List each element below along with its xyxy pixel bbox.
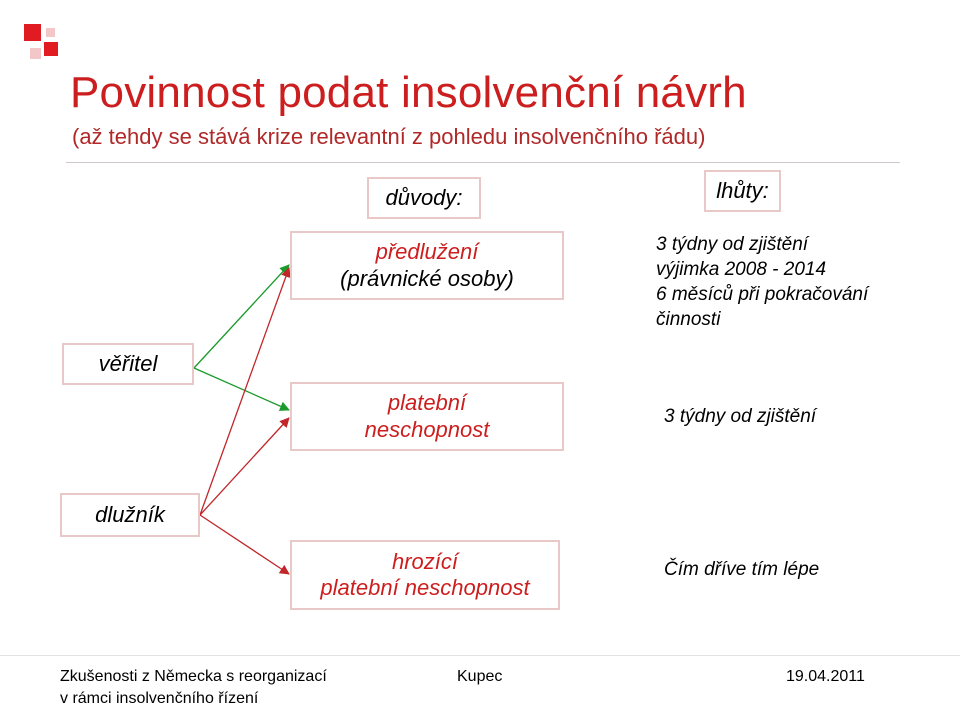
footer-center: Kupec (457, 668, 503, 685)
reasons-header-label: důvody: (385, 184, 463, 210)
footer-divider (0, 655, 960, 656)
overindebtedness-deadline (656, 232, 868, 332)
page-title: Povinnost podat insolvenční návrh (70, 68, 747, 117)
footer-left-line1: Zkušenosti z Německa s reorganizací (60, 668, 327, 685)
threatening-line1: hrozící (391, 548, 459, 574)
creditor-box (62, 343, 194, 385)
arrow-debtor-to-threatening (200, 515, 289, 574)
deadlines-header-label: lhůty: (716, 177, 769, 203)
overindebtedness-note: (právnické osoby) (340, 265, 514, 291)
arrow-debtor-to-overindebtedness (200, 268, 289, 515)
insolvency-deadline: 3 týdny od zjištění (664, 406, 817, 427)
deadline-line: výjimka 2008 - 2014 (656, 259, 827, 281)
arrow-creditor-to-insolvency (194, 368, 289, 410)
insolvency-line1: platební (387, 390, 467, 416)
threatening-deadline: Čím dříve tím lépe (664, 559, 820, 580)
reasons-header (367, 177, 481, 219)
page-subtitle: (až tehdy se stává krize relevantní z pohledu insolvenčního řádu) (72, 124, 706, 149)
arrow-debtor-to-insolvency (200, 418, 289, 515)
debtor-label: dlužník (95, 501, 165, 527)
threatening-line2: platební neschopnost (320, 575, 530, 600)
insolvency-line2: neschopnost (364, 416, 490, 442)
overindebtedness-box (290, 231, 564, 300)
deadline-line: 3 týdny od zjištění (656, 234, 809, 255)
footer-left-line2: v rámci insolvenčního řízení (60, 690, 259, 708)
overindebtedness-title: předlužení (375, 239, 479, 265)
footer-left (60, 666, 327, 711)
debtor-box (60, 493, 200, 537)
arrow-creditor-to-overindebtedness (194, 265, 289, 368)
creditor-label: věřitel (98, 350, 158, 376)
deadline-line: 6 měsíců při pokračování (656, 284, 869, 306)
threatening-insolvency-box (290, 540, 560, 610)
deadline-line: činnosti (656, 309, 721, 331)
insolvency-box (290, 382, 564, 451)
deadlines-header (704, 170, 781, 212)
footer-date: 19.04.2011 (786, 668, 865, 685)
